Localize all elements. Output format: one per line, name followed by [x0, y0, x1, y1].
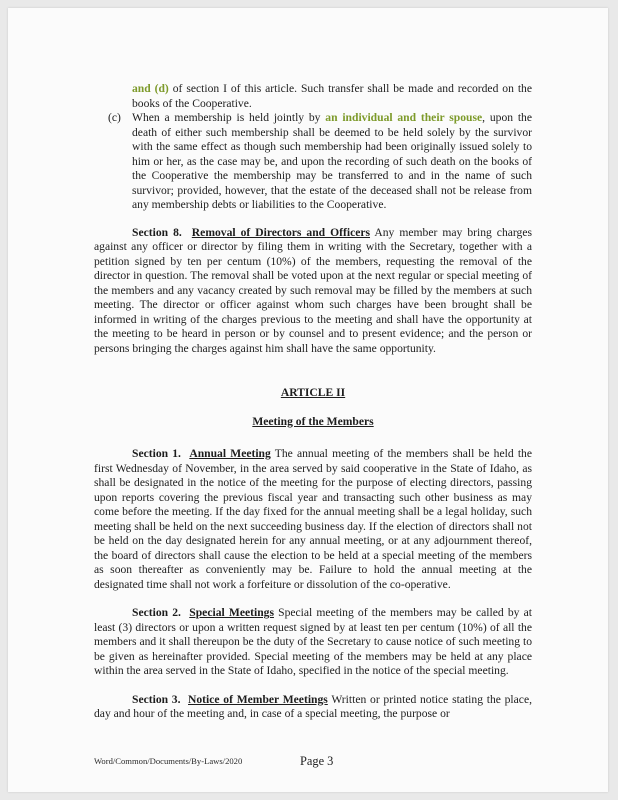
- section-number: Section 8.: [132, 225, 182, 239]
- section-title: Notice of Member Meetings: [188, 692, 328, 706]
- section-2-paragraph: [94, 606, 532, 679]
- section-title: Annual Meeting: [189, 447, 271, 460]
- section-title: Special Meetings: [189, 606, 274, 619]
- list-label: (c): [108, 111, 121, 124]
- paragraph-text: of section I of this article. Such transfer shall be made and recorded on the books of the Cooperative.: [132, 82, 532, 110]
- section-3-paragraph: [94, 693, 532, 722]
- item-text-pre: When a membership is held jointly by: [132, 111, 326, 124]
- section-text: Special meeting of the members may be called by at least (3) directors or upon a written request signed by at least ten per centum (10%) of all the members and it shall thereupon be the duty of the Secretary to cause notice of such meeting to be given as hereinafter provided. Special meeting of the members may be held at any place within the area served in the State of Idaho, specified in the notice of the special meeting.: [94, 606, 532, 677]
- section-number: Section 2.: [132, 606, 181, 619]
- section-title: Removal of Directors and Officers: [191, 225, 371, 239]
- article-title: ARTICLE II: [280, 386, 346, 399]
- section-text: The annual meeting of the members shall be held the first Wednesday of November, in the area served by said cooperative in the State of Idaho, as shall be designated in the notice of the meeting for the purpose of electing directors, passing upon reports covering the previous fiscal year and transacting such other business as may come before the meeting. If the day fixed for the annual meeting shall be a legal holiday, such meeting shall be held on the next succeeding business day. If the election of directors shall not be held on the day designated herein for any annual meeting, or at any adjournment thereof, the board of directors shall cause the election to be held at a special meeting of the members as soon thereafter as conveniently may be. Failure to hold the annual meeting at the designated time shall not work a forfeiture or dissolution of the co-operative.: [94, 447, 532, 591]
- page-number: Page 3: [300, 754, 334, 768]
- continued-paragraph: [94, 82, 532, 111]
- item-text-post: , upon the death of either such membership shall be deemed to be held solely by the survivor with the same effect as though such membership had been originally issued solely to him or her, as the case may be, and upon the recording of such death on the books of the Cooperative the membership may be transferred to and in the name of such survivor; provided, however, that the estate of the deceased shall not be release from any membership debts or liabilities to the Cooperative.: [132, 111, 532, 211]
- page-content: [94, 82, 532, 722]
- document-page: [8, 8, 608, 792]
- section-text: Written or printed notice stating the place, day and hour of the meeting and, in case of a special meeting, the purpose or: [94, 692, 532, 720]
- footer-file-path: Word/Common/Documents/By-Laws/2020: [94, 756, 243, 766]
- section-1-paragraph: [94, 447, 532, 592]
- list-item-c: [94, 111, 532, 213]
- section-8-paragraph: [94, 226, 532, 357]
- section-number: Section 1.: [132, 447, 181, 460]
- article-subtitle: Meeting of the Members: [252, 414, 374, 428]
- section-text: Any member may bring charges against any officer or director by filing them in writing with the Secretary, together with a petition signed by ten per centum (10%) of the members, requesting the removal of the director in question. The removal shall be voted upon at the next regular or special meeting of the members and any vacancy created by such removal may be filled by the members at such meeting. The director or officer against whom such charges have been brought shall be informed in writing of the charges previous to the meeting and shall have the opportunity at the meeting to be heard in person or by counsel and to present evidence; and the person or persons bringing the charges against him shall have the same opportunity.: [94, 225, 532, 355]
- highlighted-text: and (d): [132, 82, 169, 95]
- highlighted-text: an individual and their spouse: [325, 111, 483, 124]
- section-number: Section 3.: [132, 692, 181, 706]
